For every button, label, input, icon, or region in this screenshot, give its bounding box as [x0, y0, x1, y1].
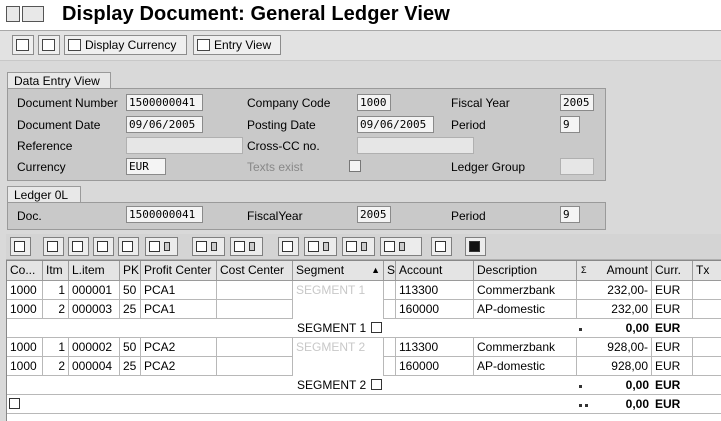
cell-item[interactable]: 1: [43, 281, 69, 300]
ledger-group: [7, 202, 606, 230]
menu-icon[interactable]: [6, 6, 20, 22]
data-entry-view-group: [7, 88, 606, 181]
dropdown-icon: [399, 242, 405, 251]
cell-company-code[interactable]: 1000: [7, 300, 43, 319]
sort-ascending-icon: [47, 241, 58, 252]
document-date-field[interactable]: 09/06/2005: [126, 116, 203, 133]
fiscal-year-field[interactable]: 2005: [560, 94, 594, 111]
dropdown-icon: [211, 242, 217, 251]
posting-date-label: Posting Date: [247, 118, 316, 132]
cell-segment[interactable]: SEGMENT 2: [293, 338, 384, 376]
subtotal-currency: EUR: [655, 321, 681, 335]
cell-company-code[interactable]: 1000: [7, 357, 43, 376]
cell-line-item[interactable]: 000001: [69, 281, 120, 300]
cell-amount[interactable]: 232,00: [577, 300, 652, 319]
layout-button[interactable]: [380, 237, 422, 256]
expand-icon[interactable]: [371, 379, 382, 390]
application-toolbar: [0, 31, 721, 61]
data-entry-view-tab: Data Entry View: [7, 72, 111, 89]
display-currency-label: Display Currency: [85, 38, 177, 52]
dropdown-icon: [361, 242, 367, 251]
cell-currency[interactable]: EUR: [652, 281, 693, 300]
subtotal-segment-label: SEGMENT 2: [297, 378, 367, 392]
cell-line-item[interactable]: 000004: [69, 357, 120, 376]
column-header-segment[interactable]: [293, 261, 384, 281]
period-field[interactable]: 9: [560, 116, 580, 133]
cell-description[interactable]: AP-domestic: [474, 357, 577, 376]
cell-currency[interactable]: EUR: [652, 338, 693, 357]
sum-icon: Σ: [581, 265, 587, 275]
cross-cc-field[interactable]: [357, 137, 474, 154]
texts-exist-checkbox[interactable]: [349, 160, 361, 172]
details-button[interactable]: [10, 237, 31, 256]
ledger-fiscal-year-field[interactable]: 2005: [357, 206, 391, 223]
column-header-amount[interactable]: [577, 261, 652, 281]
currency-field[interactable]: EUR: [126, 158, 166, 175]
screen-options-icon[interactable]: [22, 6, 44, 22]
printer-icon: [42, 39, 55, 51]
entry-view-icon: [197, 39, 210, 51]
page-title: Display Document: General Ledger View: [62, 3, 450, 25]
column-header-currency[interactable]: Curr.: [652, 261, 693, 281]
cell-company-code[interactable]: 1000: [7, 281, 43, 300]
cell-posting-key[interactable]: 25: [120, 300, 141, 319]
cell-line-item[interactable]: 000003: [69, 300, 120, 319]
expand-icon[interactable]: [371, 322, 382, 333]
column-header-profit-center[interactable]: Profit Center: [141, 261, 217, 281]
subtotal-button[interactable]: [230, 237, 263, 256]
subtotal-segment-label: SEGMENT 1: [297, 321, 367, 335]
views-icon: [308, 241, 319, 252]
print-preview-icon: [282, 241, 293, 252]
doc-label: Doc.: [17, 209, 42, 223]
cell-account[interactable]: 113300: [396, 338, 474, 357]
title-bar: [0, 0, 721, 31]
export-button[interactable]: [342, 237, 375, 256]
find-icon: [97, 241, 108, 252]
doc-field[interactable]: 1500000041: [126, 206, 203, 223]
cell-profit-center[interactable]: PCA2: [141, 338, 217, 357]
line-items-grid: [6, 260, 721, 421]
subtotal-currency: EUR: [655, 378, 681, 392]
currency-label: Currency: [17, 160, 66, 174]
cell-profit-center[interactable]: PCA2: [141, 357, 217, 376]
cell-tax[interactable]: [693, 357, 721, 376]
company-code-label: Company Code: [247, 96, 331, 110]
column-header-posting-key[interactable]: PK: [120, 261, 141, 281]
document-icon: [16, 39, 29, 51]
find-button[interactable]: [93, 237, 114, 256]
chart-icon: [435, 241, 446, 252]
expand-all-icon[interactable]: [9, 398, 20, 409]
display-currency-button[interactable]: [64, 35, 187, 55]
cell-posting-key[interactable]: 50: [120, 281, 141, 300]
cell-cost-center[interactable]: [217, 338, 293, 357]
print-preview-button[interactable]: [278, 237, 299, 256]
cell-posting-key[interactable]: 25: [120, 357, 141, 376]
document-number-label: Document Number: [17, 96, 118, 110]
ledger-period-label: Period: [451, 209, 486, 223]
cell-description[interactable]: AP-domestic: [474, 300, 577, 319]
info-button[interactable]: [465, 237, 486, 256]
cell-description[interactable]: Commerzbank: [474, 281, 577, 300]
filter-button[interactable]: [145, 237, 178, 256]
column-header-item[interactable]: Itm: [43, 261, 69, 281]
sum-icon: [196, 241, 207, 252]
cell-item[interactable]: 2: [43, 357, 69, 376]
sort-descending-icon: [72, 241, 83, 252]
cell-cost-center[interactable]: [217, 300, 293, 319]
cell-tax[interactable]: [693, 281, 721, 300]
subtotal-row: [7, 319, 721, 338]
print-button[interactable]: [38, 35, 60, 55]
sort-ascending-button[interactable]: [43, 237, 64, 256]
cell-posting-key[interactable]: 50: [120, 338, 141, 357]
currency-icon: [68, 39, 81, 51]
column-header-description[interactable]: Description: [474, 261, 577, 281]
ledger-group-field[interactable]: [560, 158, 594, 175]
company-code-field[interactable]: 1000: [357, 94, 391, 111]
cell-profit-center[interactable]: PCA1: [141, 300, 217, 319]
ledger-tab: Ledger 0L: [7, 186, 81, 203]
cell-item[interactable]: 2: [43, 300, 69, 319]
export-icon: [346, 241, 357, 252]
entry-view-button[interactable]: [193, 35, 281, 55]
ledger-group-label: Ledger Group: [451, 160, 526, 174]
period-label: Period: [451, 118, 486, 132]
column-header-line-item[interactable]: L.item: [69, 261, 120, 281]
dropdown-icon: [249, 242, 255, 251]
cell-s[interactable]: [384, 357, 396, 376]
cross-cc-label: Cross-CC no.: [247, 139, 320, 153]
cell-account[interactable]: 160000: [396, 357, 474, 376]
info-icon: [469, 241, 480, 252]
cell-line-item[interactable]: 000002: [69, 338, 120, 357]
cell-s[interactable]: [384, 338, 396, 357]
entry-view-label: Entry View: [214, 38, 272, 52]
column-header-tax[interactable]: Tx: [693, 261, 721, 281]
ledger-period-field[interactable]: 9: [560, 206, 580, 223]
details-icon: [14, 241, 25, 252]
subtotal-amount: 0,00: [625, 378, 649, 392]
amount-header-label: Amount: [606, 263, 648, 277]
filter-icon: [149, 241, 160, 252]
find-next-button[interactable]: [118, 237, 139, 256]
cell-cost-center[interactable]: [217, 357, 293, 376]
cell-s[interactable]: [384, 300, 396, 319]
segment-header-label: Segment: [296, 263, 345, 277]
document-date-label: Document Date: [17, 118, 101, 132]
subtotal-row: [7, 376, 721, 395]
cell-amount[interactable]: 232,00-: [577, 281, 652, 300]
subtotal-amount: 0,00: [625, 321, 649, 335]
column-header-s[interactable]: S: [384, 261, 396, 281]
fiscal-year-label: Fiscal Year: [451, 96, 510, 110]
views-button[interactable]: [304, 237, 337, 256]
ledger-fiscal-year-label: FiscalYear: [247, 209, 303, 223]
dropdown-icon: [164, 242, 170, 251]
column-header-account[interactable]: Account: [396, 261, 474, 281]
cell-profit-center[interactable]: PCA1: [141, 281, 217, 300]
cell-amount[interactable]: 928,00: [577, 357, 652, 376]
reference-field[interactable]: [126, 137, 243, 154]
cell-amount[interactable]: 928,00-: [577, 338, 652, 357]
cell-currency[interactable]: EUR: [652, 300, 693, 319]
cell-company-code[interactable]: 1000: [7, 338, 43, 357]
other-document-button[interactable]: [12, 35, 34, 55]
grid-toolbar: [6, 234, 721, 260]
column-header-company-code[interactable]: Co...: [7, 261, 43, 281]
cell-s[interactable]: [384, 281, 396, 300]
cell-item[interactable]: 1: [43, 338, 69, 357]
sort-descending-button[interactable]: [68, 237, 89, 256]
total-currency: EUR: [655, 397, 681, 411]
cell-tax[interactable]: [693, 338, 721, 357]
total-amount: 0,00: [625, 397, 649, 411]
cell-cost-center[interactable]: [217, 281, 293, 300]
sort-indicator-icon: ▲: [371, 265, 380, 275]
posting-date-field[interactable]: 09/06/2005: [357, 116, 434, 133]
subtotal-icon: [234, 241, 245, 252]
cell-account[interactable]: 160000: [396, 300, 474, 319]
graphic-button[interactable]: [431, 237, 452, 256]
cell-currency[interactable]: EUR: [652, 357, 693, 376]
reference-label: Reference: [17, 139, 73, 153]
total-button[interactable]: [192, 237, 225, 256]
cell-segment[interactable]: SEGMENT 1: [293, 281, 384, 319]
layout-icon: [384, 241, 395, 252]
column-header-cost-center[interactable]: Cost Center: [217, 261, 293, 281]
document-number-field[interactable]: 1500000041: [126, 94, 203, 111]
dropdown-icon: [323, 242, 329, 251]
cell-tax[interactable]: [693, 300, 721, 319]
texts-exist-label: Texts exist: [247, 160, 304, 174]
find-next-icon: [122, 241, 133, 252]
total-row: [7, 395, 721, 414]
cell-description[interactable]: Commerzbank: [474, 338, 577, 357]
cell-account[interactable]: 113300: [396, 281, 474, 300]
